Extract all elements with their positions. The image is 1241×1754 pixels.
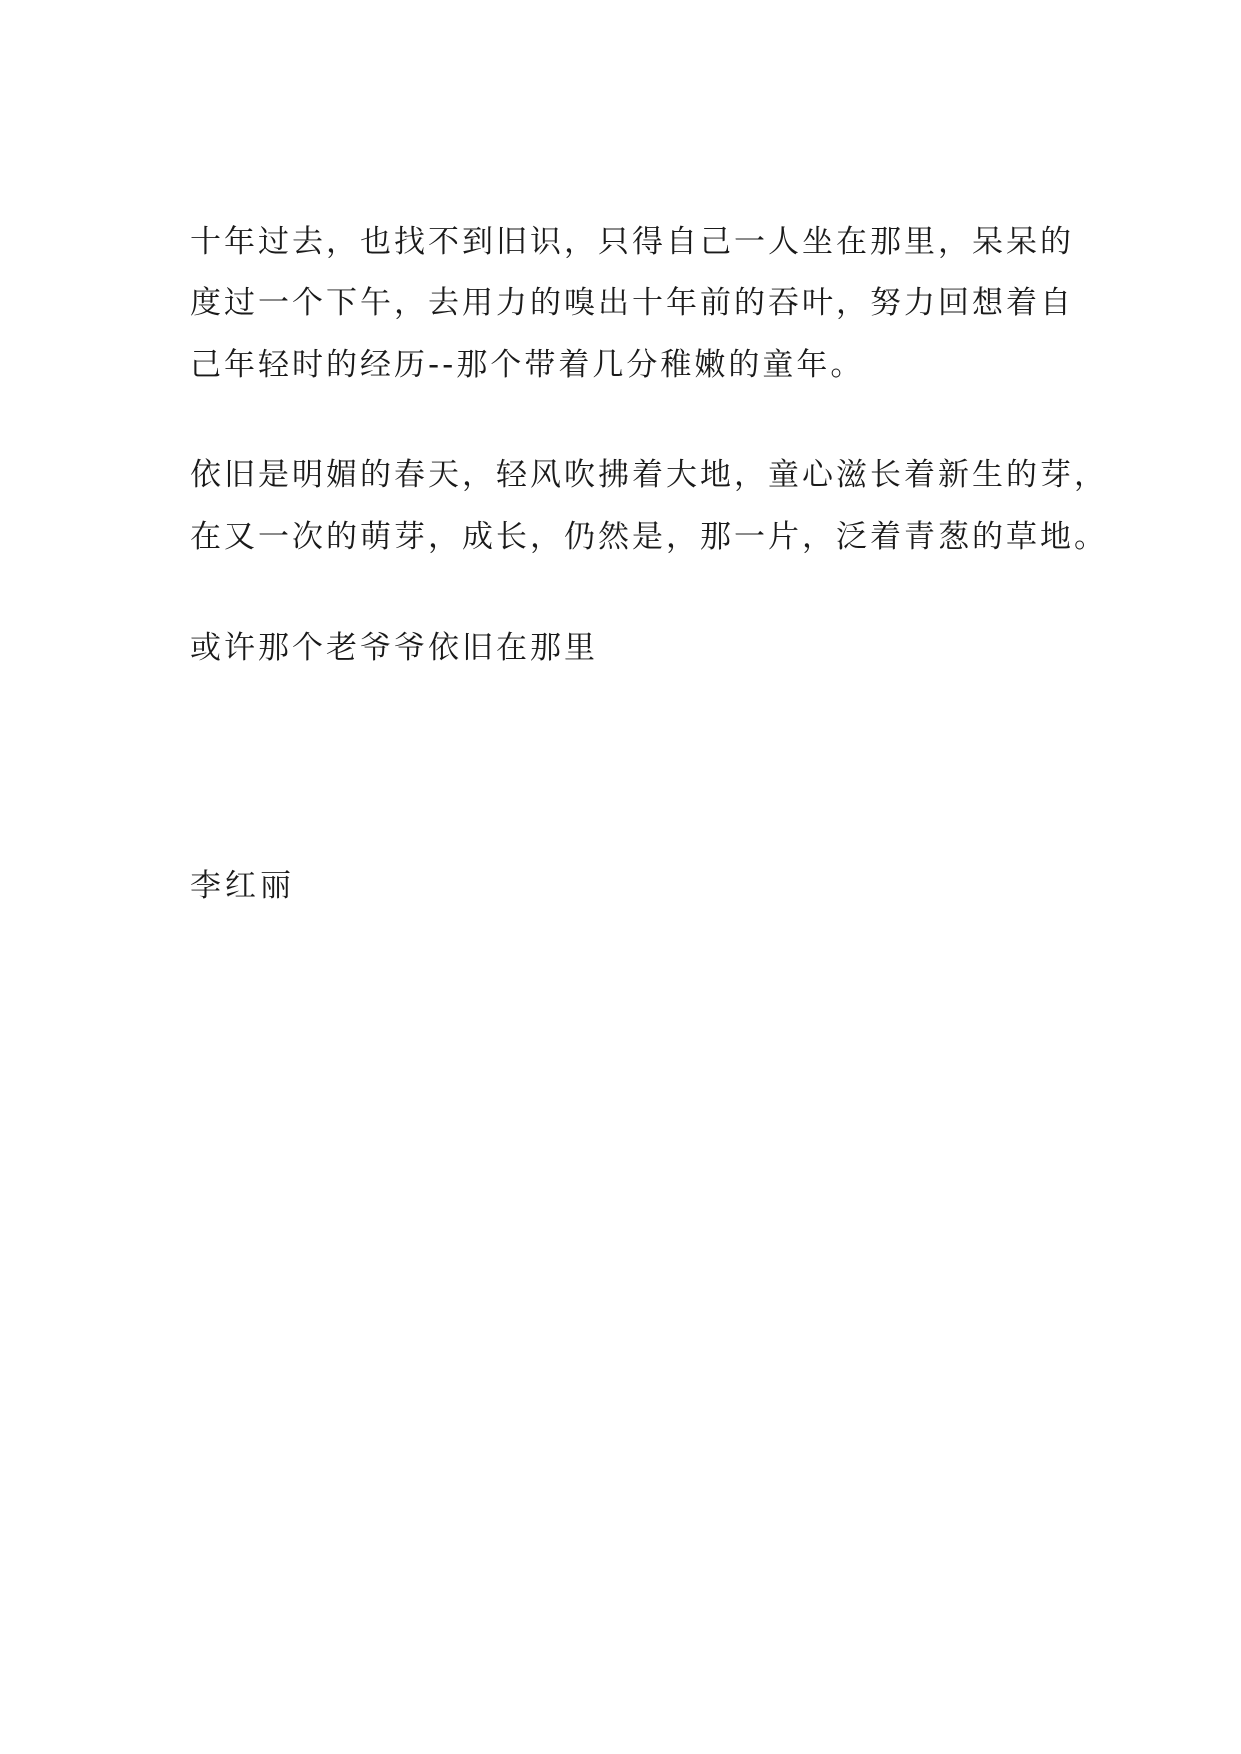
author-name: 李红丽 [190,868,295,904]
paragraph-2-line-1: 依旧是明媚的春天，轻风吹拂着大地，童心滋长着新生的芽， [190,457,1108,493]
paragraph-1-line-1: 十年过去，也找不到旧识，只得自己一人坐在那里，呆呆的 [190,224,1074,260]
paragraph-3-line-1: 或许那个老爷爷依旧在那里 [190,630,598,666]
paragraph-1-line-3: 己年轻时的经历--那个带着几分稚嫩的童年。 [190,347,865,383]
paragraph-2-line-2: 在又一次的萌芽，成长，仍然是，那一片，泛着青葱的草地。 [190,519,1108,555]
paragraph-1-line-2: 度过一个下午，去用力的嗅出十年前的吞叶，努力回想着自 [190,285,1074,321]
